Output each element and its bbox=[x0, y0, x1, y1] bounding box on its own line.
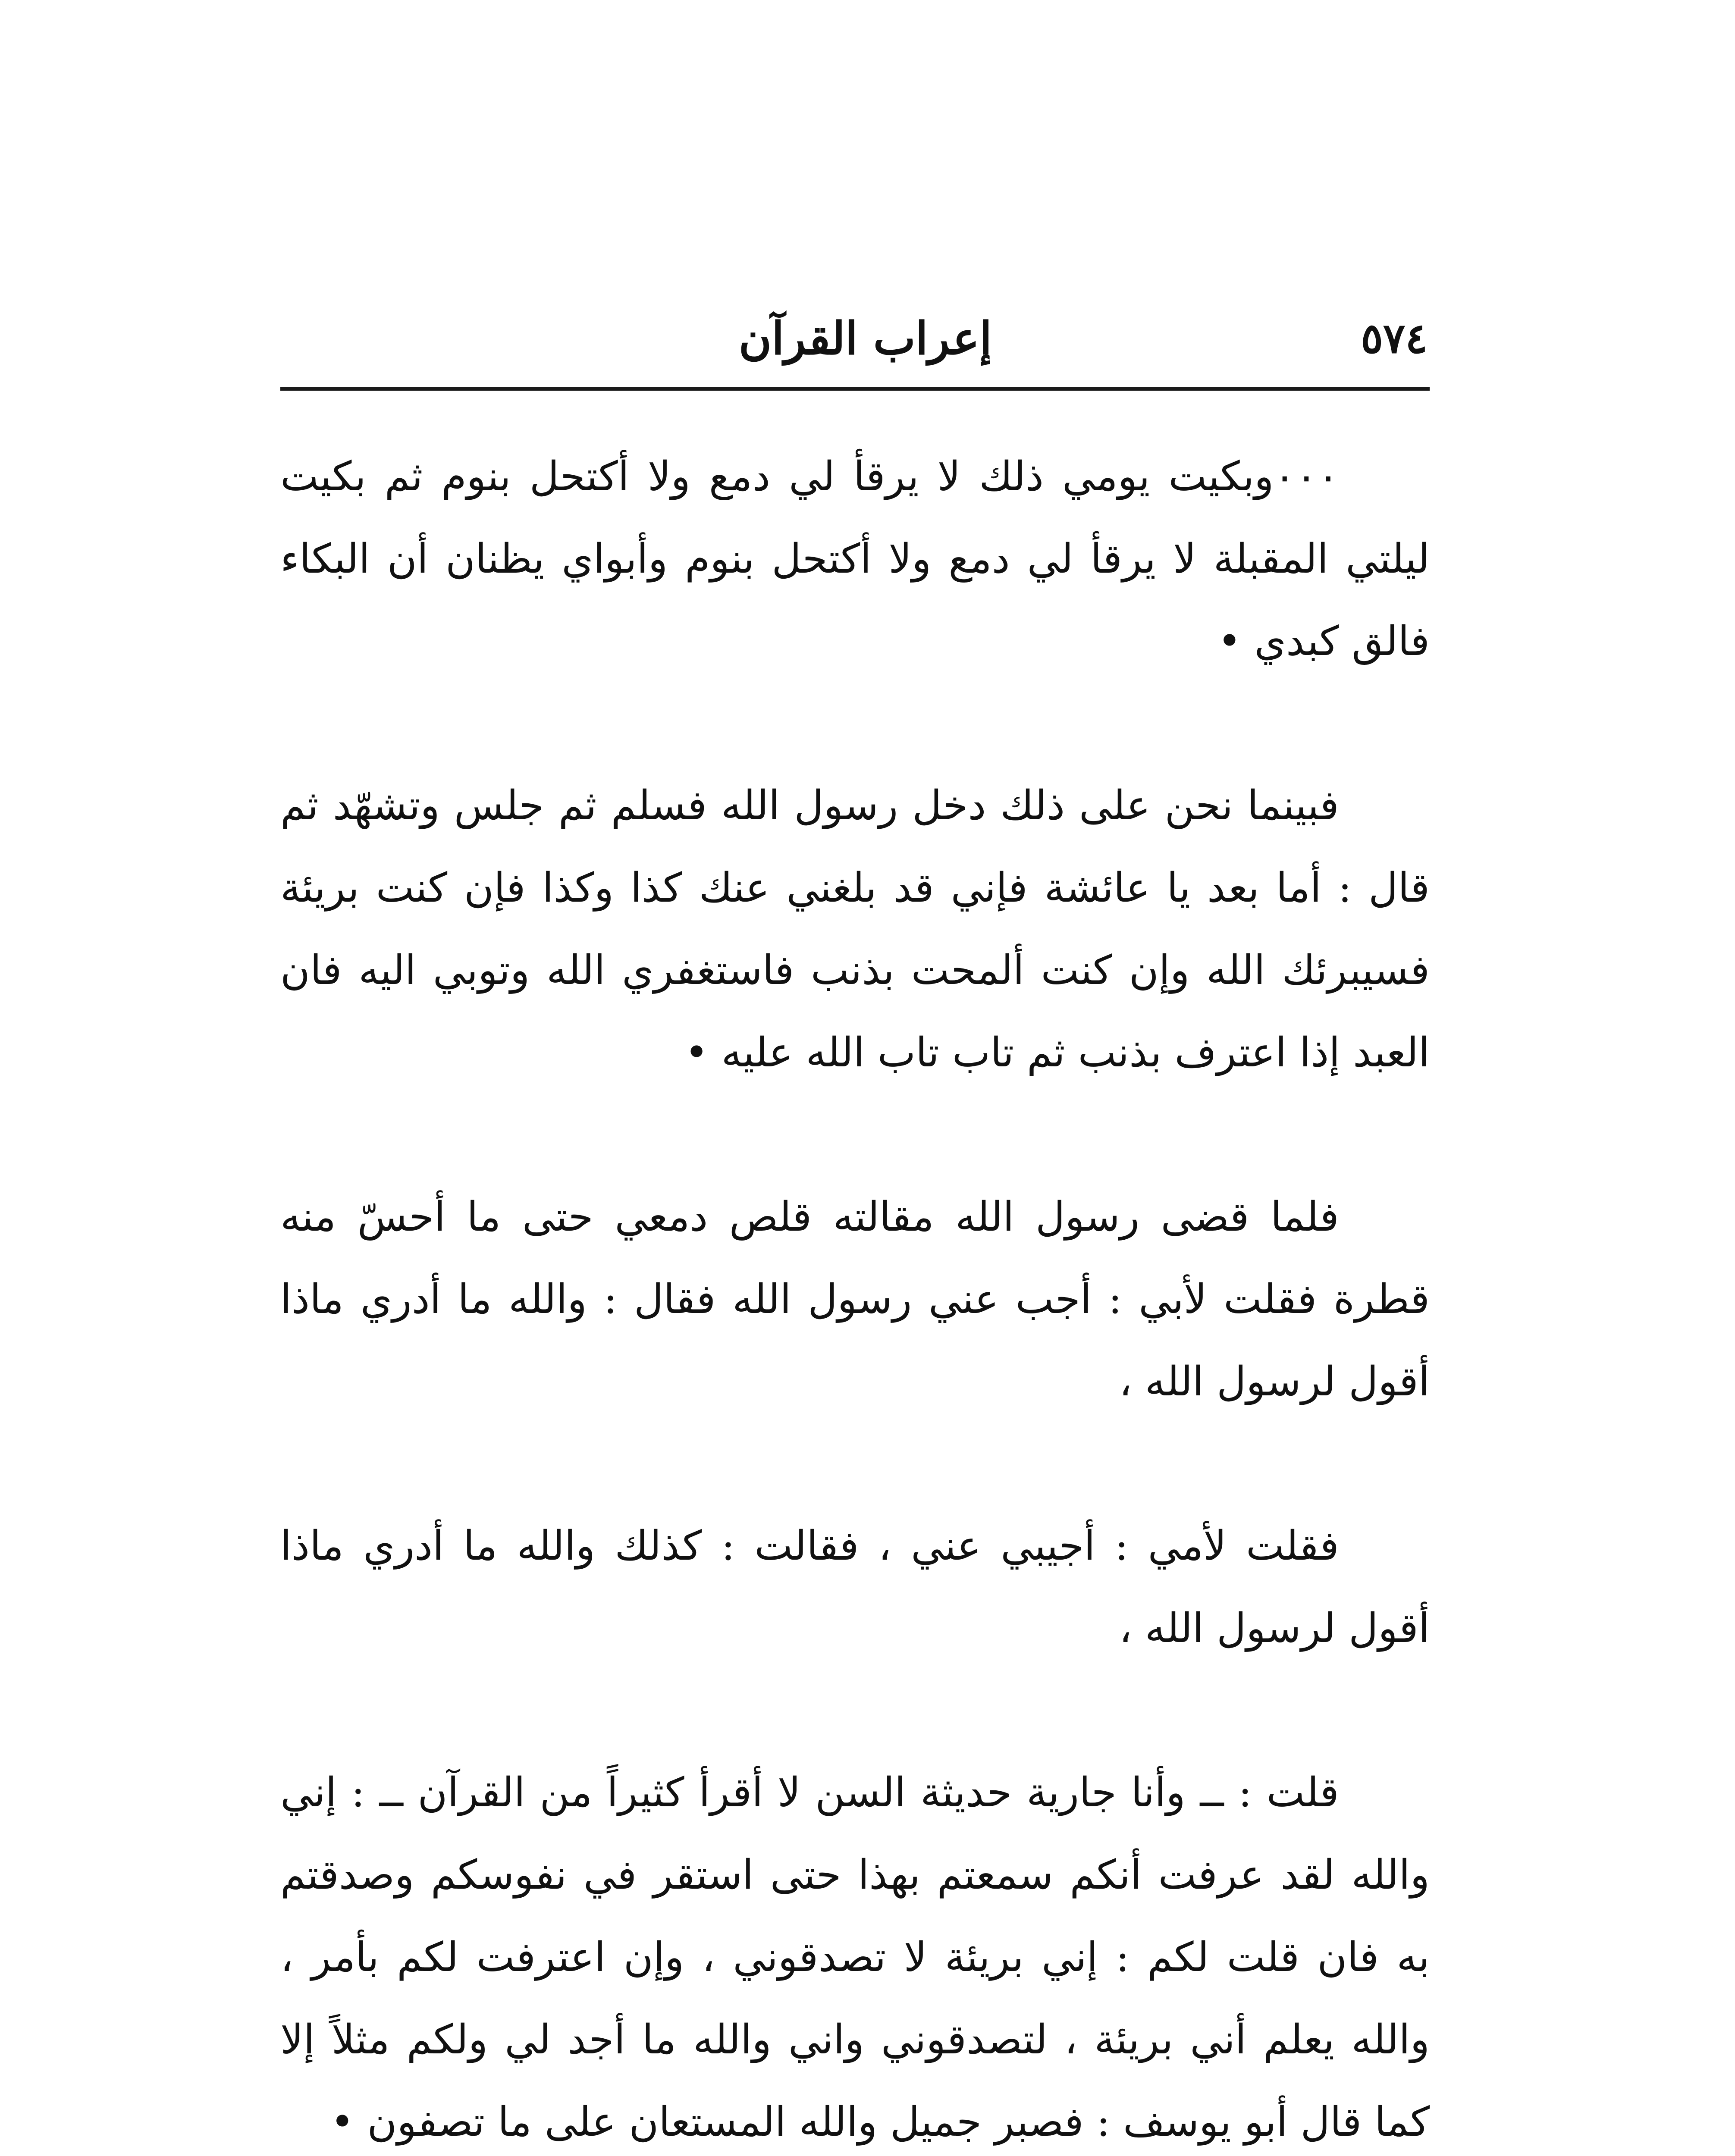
paragraph-4: فقلت لأمي : أجيبي عني ، فقالت : كذلك والله ما أدري ماذا أقول لرسول الله ، bbox=[280, 1523, 1430, 1652]
page-header bbox=[280, 304, 1428, 386]
body-text bbox=[280, 436, 1430, 2156]
running-title: إعراب القرآن bbox=[738, 312, 992, 365]
paragraph-3: فلما قضى رسول الله مقالته قلص دمعي حتى ما أحسّ منه قطرة فقلت لأبي : أجب عني رسول الله فقال : والله ما أدري ماذا أقول لرسول الله ، bbox=[280, 1194, 1430, 1405]
paragraph-5: قلت : ــ وأنا جارية حديثة السن لا أقرأ كثيراً من القرآن ــ : إني والله لقد عرفت أنكم سمعتم بهذا حتى استقر في نفوسكم وصدقتم به فان قلت لكم : إني بريئة لا تصدقوني ، وإن اعترفت لكم بأمر ، والله يعلم أني بريئة ، لتصدقوني واني والله ما أجد لي ولكم مثلاً إلا كما قال أبو يوسف : فصبر جميل والله المستعان على ما تصفون • bbox=[280, 1769, 1430, 2146]
paragraph-2: فبينما نحن على ذلك دخل رسول الله فسلم ثم جلس وتشهّد ثم قال : أما بعد يا عائشة فإني قد بلغني عنك كذا وكذا فإن كنت بريئة فسيبرئك الله وإن كنت ألمحت بذنب فاستغفري الله وتوبي اليه فان العبد إذا اعترف بذنب ثم تاب تاب الله عليه • bbox=[280, 782, 1430, 1076]
page-number: ٥٧٤ bbox=[1361, 314, 1428, 363]
header-rule bbox=[280, 387, 1430, 391]
paragraph-1: ٠٠٠وبكيت يومي ذلك لا يرقأ لي دمع ولا أكتحل بنوم ثم بكيت ليلتي المقبلة لا يرقأ لي دمع ولا أكتحل بنوم وأبواي يظنان أن البكاء فالق كبدي • bbox=[280, 453, 1430, 665]
